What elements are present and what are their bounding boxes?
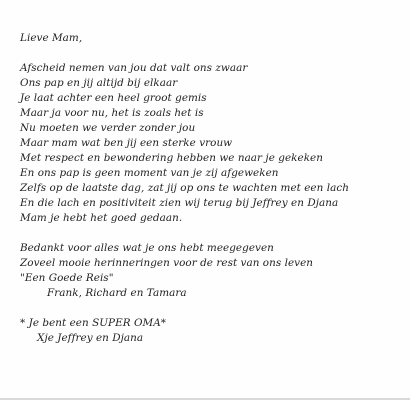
poem-line: Ons pap en jij altijd bij elkaar bbox=[20, 77, 178, 89]
signature-grandchildren: Xje Jeffrey en Djana bbox=[37, 332, 144, 344]
greeting: Lieve Mam, bbox=[20, 32, 83, 44]
poem-text bbox=[20, 31, 405, 346]
poem-line: Met respect en bewondering hebben we naar je gekeken bbox=[20, 152, 323, 164]
poem-line: Bedankt voor alles wat je ons hebt meegegeven bbox=[20, 242, 274, 254]
poem-line: Zoveel mooie herinneringen voor de rest van ons leven bbox=[20, 257, 314, 269]
poem-line: Nu moeten we verder zonder jou bbox=[20, 122, 196, 134]
poem-line: Maar ja voor nu, het is zoals het is bbox=[20, 107, 204, 119]
poem-line: Mam je hebt het goed gedaan. bbox=[20, 212, 183, 224]
poem-line: En die lach en positiviteit zien wij terug bij Jeffrey en Djana bbox=[20, 197, 339, 209]
poem-line: "Een Goede Reis" bbox=[20, 272, 114, 284]
poem-line: En ons pap is geen moment van je zij afgeweken bbox=[20, 167, 279, 179]
postscript: * Je bent een SUPER OMA* bbox=[20, 317, 167, 329]
poem-line: Afscheid nemen van jou dat valt ons zwaar bbox=[20, 62, 248, 74]
spacer bbox=[20, 226, 405, 241]
signature-family: Frank, Richard en Tamara bbox=[47, 287, 187, 299]
poem-line: Zelfs op de laatste dag, zat jij op ons te wachten met een lach bbox=[20, 182, 349, 194]
poem-line: Je laat achter een heel groot gemis bbox=[20, 92, 207, 104]
spacer bbox=[20, 46, 405, 61]
spacer bbox=[20, 301, 405, 316]
poem-line: Maar mam wat ben jij een sterke vrouw bbox=[20, 137, 233, 149]
